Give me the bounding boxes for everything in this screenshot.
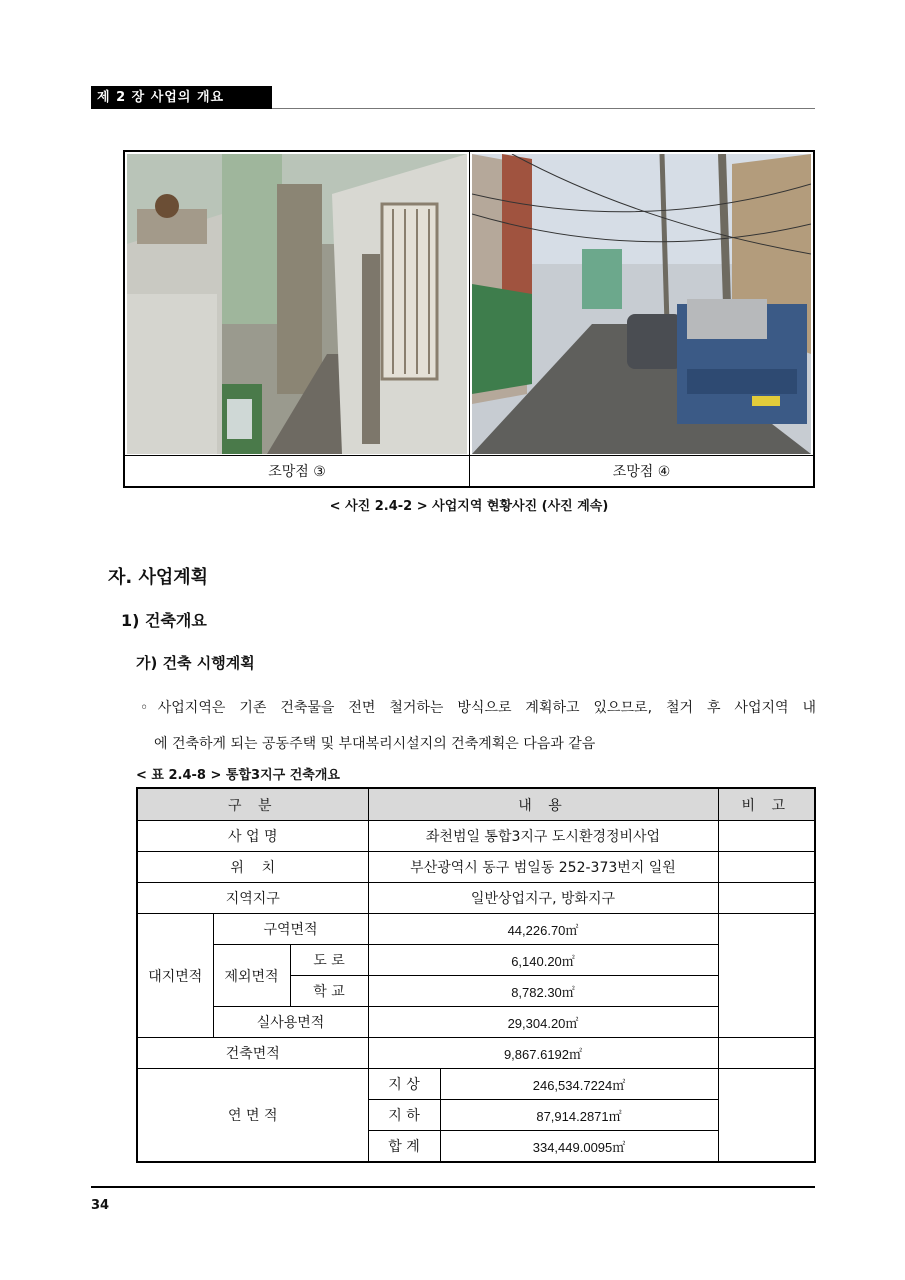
street-photo-image xyxy=(472,154,811,454)
row-label-below-ground: 지 하 xyxy=(368,1100,440,1131)
row-label-location: 위 치 xyxy=(137,852,368,883)
alley-photo-image xyxy=(127,154,467,454)
note-cell xyxy=(718,914,815,1038)
body-paragraph xyxy=(140,690,816,762)
photo-alley-viewpoint-3 xyxy=(127,154,467,454)
row-value-below-ground: 87,914.2871㎡ xyxy=(440,1100,718,1131)
table-row xyxy=(137,1069,815,1100)
table-row xyxy=(137,945,815,976)
building-overview-table xyxy=(136,787,816,1163)
row-value-location: 부산광역시 동구 범일동 252-373번지 일원 xyxy=(368,852,718,883)
header-note: 비 고 xyxy=(718,788,815,821)
section-title: 자. 사업계획 xyxy=(108,567,209,588)
header-content: 내 용 xyxy=(368,788,718,821)
photo-street-viewpoint-4 xyxy=(472,154,811,454)
row-label-school: 학 교 xyxy=(290,976,368,1007)
row-label-project-name: 사 업 명 xyxy=(137,821,368,852)
table-row xyxy=(137,1007,815,1038)
row-label-net-area: 실사용면적 xyxy=(213,1007,368,1038)
table-row xyxy=(137,883,815,914)
table-row xyxy=(137,852,815,883)
photo-divider xyxy=(469,152,470,486)
section-subsubtitle: 가) 건축 시행계획 xyxy=(136,654,255,672)
note-cell xyxy=(718,883,815,914)
row-value-above-ground: 246,534.7224㎡ xyxy=(440,1069,718,1100)
row-label-zoning: 지역지구 xyxy=(137,883,368,914)
header-rule xyxy=(272,108,815,109)
row-value-project-name: 좌천범일 통합3지구 도시환경정비사업 xyxy=(368,821,718,852)
row-label-site-area: 대지면적 xyxy=(137,914,213,1038)
row-label-building-area: 건축면적 xyxy=(137,1038,368,1069)
row-label-zone-area: 구역면적 xyxy=(213,914,368,945)
row-value-school: 8,782.30㎡ xyxy=(368,976,718,1007)
row-value-zoning: 일반상업지구, 방화지구 xyxy=(368,883,718,914)
note-cell xyxy=(718,1038,815,1069)
row-value-zone-area: 44,226.70㎡ xyxy=(368,914,718,945)
note-cell xyxy=(718,852,815,883)
note-cell xyxy=(718,821,815,852)
table-row xyxy=(137,914,815,945)
page-number: 34 xyxy=(91,1198,110,1213)
paragraph-line-2: 에 건축하게 되는 공동주택 및 부대복리시설지의 건축계획은 다음과 같음 xyxy=(154,736,596,752)
caption-rule xyxy=(125,455,813,456)
section-subtitle: 1) 건축개요 xyxy=(121,611,207,630)
row-label-above-ground: 지 상 xyxy=(368,1069,440,1100)
row-value-net-area: 29,304.20㎡ xyxy=(368,1007,718,1038)
row-label-total: 합 계 xyxy=(368,1131,440,1163)
row-value-road: 6,140.20㎡ xyxy=(368,945,718,976)
row-label-road: 도 로 xyxy=(290,945,368,976)
table-row xyxy=(137,1038,815,1069)
row-label-gross-floor-area: 연 면 적 xyxy=(137,1069,368,1163)
table-row xyxy=(137,821,815,852)
paragraph-line-1: ◦사업지역은 기존 건축물을 전면 철거하는 방식으로 계획하고 있으므로, 철거 후 사업지역 내 xyxy=(140,700,816,716)
photo-caption-viewpoint-4: 조망점 ④ xyxy=(612,464,671,480)
photo-caption-viewpoint-3: 조망점 ③ xyxy=(268,464,326,480)
table-caption: < 표 2.4-8 > 통합3지구 건축개요 xyxy=(136,768,340,783)
footer-rule xyxy=(91,1186,815,1188)
row-label-excluded-area: 제외면적 xyxy=(213,945,290,1007)
chapter-header: 제 2 장 사업의 개요 xyxy=(91,86,272,109)
photo-table xyxy=(123,150,815,488)
row-value-total: 334,449.0095㎡ xyxy=(440,1131,718,1163)
table-header-row xyxy=(137,788,815,821)
row-value-building-area: 9,867.6192㎡ xyxy=(368,1038,718,1069)
note-cell xyxy=(718,1069,815,1163)
header-category: 구 분 xyxy=(137,788,368,821)
figure-caption: < 사진 2.4-2 > 사업지역 현황사진 (사진 계속) xyxy=(329,499,609,514)
